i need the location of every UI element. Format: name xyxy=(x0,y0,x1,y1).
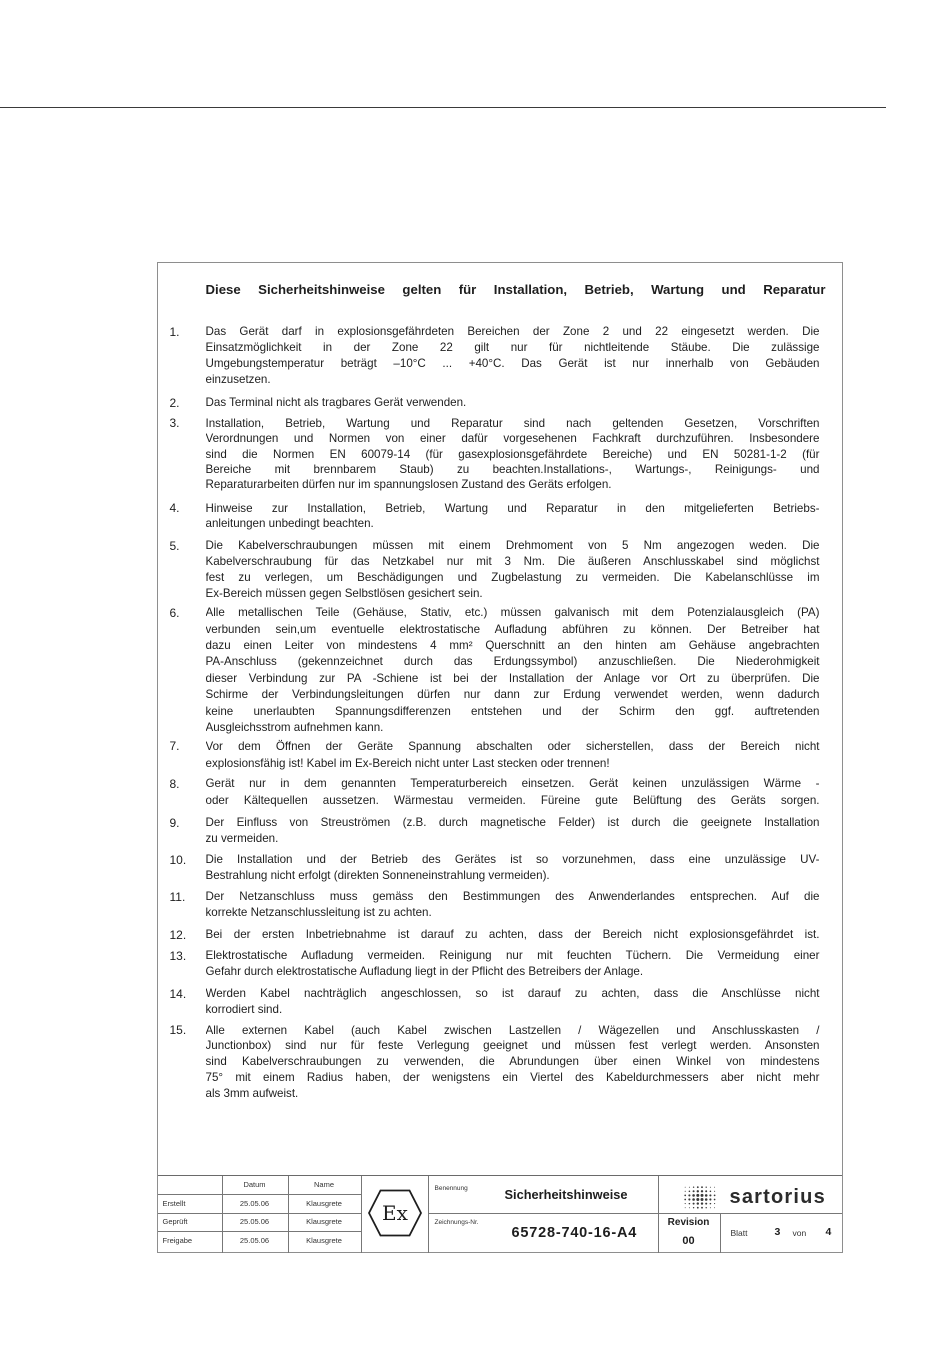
created-date: 25.05.06 xyxy=(239,1198,270,1208)
text-line: oder Kältequellen aussetzen. Wärmestau vermeiden. Füreine gute Belüftung des Geräts sorgen. xyxy=(205,793,820,807)
item-number: 12. xyxy=(169,927,187,942)
logo-dot xyxy=(700,1202,702,1204)
logo-dot xyxy=(688,1207,689,1208)
row-label-checked: Geprüft xyxy=(162,1216,188,1226)
text-line: Ex-Bereich müssen gegen Selbstlösen gesichert sein. xyxy=(205,586,483,600)
text-line: Schirme der Verbindungsleitungen dürfen nur dann zur Erdung verwendet werden, wenn dadurch xyxy=(205,688,820,702)
logo-dot xyxy=(684,1198,686,1200)
text-line: Gerät nur in dem genannten Temperaturbereich einsetzen. Gerät keinen unzulässigen Wärme - xyxy=(205,777,820,791)
text-line: Kabelverschraubung für das Netzkabel nur mit 3 Nm. Die äußeren Anschlusskabel sind möglichst xyxy=(205,554,820,568)
text-line: Bereiche mit brennbarem Staub) zu beachten.Installations-, Wartungs-, Reinigungs- und xyxy=(205,462,820,476)
item-number: 8. xyxy=(169,777,180,792)
text-line: korrodiert sind. xyxy=(205,1002,283,1016)
text-line: Werden Kabel nachträglich angeschlossen, so ist darauf zu achten, dass die Anschlüsse nicht xyxy=(205,986,820,1000)
text-line: Einsatzmöglichkeit in der Zone 22 gilt nur für nichtleitende Stäube. Die zulässige xyxy=(205,340,820,354)
logo-dot xyxy=(709,1202,711,1204)
item-number: 6. xyxy=(169,606,180,621)
text-line: Die Installation und der Betrieb des Gerätes ist so vorzunehmen, dass eine unzulässige UV- xyxy=(205,852,820,866)
item-text xyxy=(206,852,820,884)
logo-dot xyxy=(701,1186,703,1188)
logo-dot xyxy=(696,1202,698,1204)
logo-dot xyxy=(704,1198,707,1201)
logo-dot xyxy=(692,1198,695,1201)
row-label-created: Erstellt xyxy=(162,1198,186,1208)
sheet-label: Blatt xyxy=(730,1227,748,1238)
logo-dot xyxy=(692,1194,695,1197)
text-line: Bei der ersten Inbetriebnahme ist darauf zu achten, dass der Bereich nicht explosionsgefährdet ist. xyxy=(205,927,820,941)
text-line: anleitungen unbedingt beachten. xyxy=(205,517,374,530)
designation-label: Benennung xyxy=(434,1184,468,1192)
text-line: Alle externen Kabel (auch Kabel zwischen Lastzellen / Wägezellen und Anschlusskasten / xyxy=(205,1023,820,1037)
item-number: 15. xyxy=(169,1022,187,1037)
text-line: Hinweise zur Installation, Betrieb, Wartung und Reparatur in den mitgelieferten Betriebs- xyxy=(205,502,820,515)
logo-dot xyxy=(696,1190,698,1192)
logo-dot xyxy=(692,1186,693,1187)
title-block xyxy=(158,1175,842,1254)
row-label-release: Freigabe xyxy=(162,1235,193,1245)
table-rule xyxy=(428,1176,429,1254)
item-text xyxy=(206,927,820,943)
text-line: dazu einen Leiter von mindestens 4 mm² Querschnitt an den hinten am Gehäuse angebrachten xyxy=(205,639,820,653)
logo-dot xyxy=(700,1193,703,1196)
drawing-number-value: 65728-740-16-A4 xyxy=(511,1224,638,1241)
item-number: 13. xyxy=(169,948,187,963)
text-line: keine unerlaubten Spannungsdifferenzen entstehen und der Schirm den ggf. auftretenden xyxy=(205,704,820,718)
logo-dot xyxy=(684,1190,685,1191)
text-line: Umgebungstemperatur beträgt –10°C ... +40°C. Das Gerät ist nur innerhalb von Gebäuden xyxy=(205,356,820,370)
text-line: Installation, Betrieb, Wartung und Reparatur sind nach geltenden Gesetzen, Vorschriften xyxy=(205,416,820,430)
sheet-total: 4 xyxy=(825,1225,832,1238)
table-rule xyxy=(428,1213,843,1214)
logo-dot xyxy=(688,1198,690,1200)
item-number: 9. xyxy=(169,815,180,830)
release-name: Klausgrete xyxy=(306,1235,342,1245)
logo-dot xyxy=(714,1203,715,1204)
logo-dot xyxy=(713,1194,715,1196)
checked-name: Klausgrete xyxy=(306,1216,342,1226)
item-text xyxy=(206,395,820,411)
sheet-number: 3 xyxy=(774,1225,781,1238)
text-line: Das Terminal nicht als tragbares Gerät verwenden. xyxy=(205,395,467,409)
logo-dot xyxy=(700,1198,703,1201)
item-text xyxy=(206,501,820,531)
designation-value: Sicherheitshinweise xyxy=(504,1186,628,1202)
item-number: 3. xyxy=(169,415,180,430)
text-line: Der Netzanschluss muss gemäss den Bestimmungen des Anwenderlandes entsprechen. Auf die xyxy=(205,889,820,903)
logo-dot xyxy=(692,1207,693,1208)
text-line: Verordnungen und Normen von einer dafür vorgesehenen Fachkraft durchzuführen. Insbesondere xyxy=(205,432,820,446)
logo-dot xyxy=(684,1194,686,1196)
item-number: 4. xyxy=(169,501,180,515)
text-line: 75° mit einem Radius haben, der wenigstens ein Viertel des Kabeldurchmessers aber nicht mehr xyxy=(205,1070,820,1084)
logo-dot xyxy=(709,1190,711,1192)
revision-value: 00 xyxy=(682,1234,695,1247)
logo-dot xyxy=(696,1198,699,1201)
logo-dot xyxy=(696,1186,698,1188)
text-line: Alle metallischen Teile (Gehäuse, Stativ, etc.) müssen galvanisch mit dem Potenzialausgleich (PA) xyxy=(205,606,820,620)
logo-dot xyxy=(684,1207,685,1208)
logo-dot xyxy=(688,1202,690,1204)
item-text xyxy=(206,416,820,493)
logo-dot xyxy=(701,1206,703,1208)
safety-notice-sheet xyxy=(157,262,843,1253)
revision-label: Revision xyxy=(667,1216,710,1228)
table-rule xyxy=(158,1194,361,1195)
item-text xyxy=(206,889,820,921)
logo-dot xyxy=(714,1207,715,1208)
item-number: 10. xyxy=(169,852,187,867)
logo-dot xyxy=(705,1186,706,1187)
item-text xyxy=(206,538,820,602)
table-rule xyxy=(158,1213,361,1214)
table-rule xyxy=(158,1231,361,1232)
text-line: explosionsfähig ist! Kabel im Ex-Bereich nicht unter Last stecken oder trennen! xyxy=(205,757,610,770)
logo-dot xyxy=(696,1206,698,1208)
text-line: korrekte Netzanschlussleitung ist zu achten. xyxy=(205,905,432,919)
sheet-title: Diese Sicherheitshinweise gelten für Installation, Betrieb, Wartung und Reparatur xyxy=(205,281,826,297)
release-date: 25.05.06 xyxy=(239,1235,270,1245)
ex-mark: Ex xyxy=(381,1200,408,1225)
text-line: sind die Normen EN 60079-14 (für gasexplosionsgefährdete Bereiche) und EN 50281-1-2 (für xyxy=(205,447,820,461)
logo-dot xyxy=(684,1203,685,1204)
text-line: Junctionbox) sind nur für feste Verlegung geeignet und müssen fest verlegt werden. Ansonsten xyxy=(205,1039,820,1053)
logo-dot xyxy=(684,1186,685,1187)
text-line: Der Einfluss von Streuströmen (z.B. durch magnetische Felder) ist durch die geeignete Installation xyxy=(205,815,820,829)
table-rule xyxy=(361,1176,362,1254)
header-rule xyxy=(0,107,886,108)
created-name: Klausgrete xyxy=(306,1198,342,1208)
checked-date: 25.05.06 xyxy=(239,1216,270,1226)
item-text xyxy=(206,986,820,1018)
logo-dot xyxy=(696,1193,699,1196)
column-header-date: Datum xyxy=(243,1179,266,1189)
logo-dot xyxy=(704,1194,707,1197)
logo-dot xyxy=(688,1194,690,1196)
text-line: als 3mm aufweist. xyxy=(205,1086,299,1100)
text-line: Vor dem Öffnen der Geräte Spannung abschalten oder sicherstellen, dass der Bereich nicht xyxy=(205,740,820,753)
text-line: Gefahr durch elektrostatische Aufladung liegt in der Pflicht des Betreibers der Anlage. xyxy=(205,964,644,978)
column-header-name: Name xyxy=(313,1179,334,1189)
table-rule xyxy=(720,1213,721,1254)
item-text xyxy=(206,948,820,980)
item-text xyxy=(206,776,820,809)
logo-dot xyxy=(688,1190,690,1192)
logo-dot xyxy=(688,1186,689,1187)
item-number: 2. xyxy=(169,395,180,410)
logo-dot xyxy=(713,1198,715,1200)
text-line: Ausgleichsstrom aufnehmen kann. xyxy=(205,721,384,735)
text-line: Die Kabelverschraubungen müssen mit einem Drehmoment von 5 Nm angezogen weden. Die xyxy=(205,538,820,552)
text-line: Elektrostatische Aufladung vermeiden. Reinigung nur mit feuchten Tüchern. Die Vermeidung einer xyxy=(205,948,820,962)
logo-dot xyxy=(692,1190,694,1192)
item-text xyxy=(206,605,820,736)
item-number: 5. xyxy=(169,538,180,553)
item-text xyxy=(206,815,820,847)
text-line: dieser Verbindung zur PA -Schiene ist bei der Installation der Anlage vor Ort zu überprüfen. Die xyxy=(205,671,820,685)
item-number: 11. xyxy=(169,889,186,904)
logo-dot xyxy=(709,1198,711,1200)
text-line: verbunden sein,um eventuelle elektrostatische Aufladung abführen zu können. Der Betreiber hat xyxy=(205,622,820,636)
text-line: zu vermeiden. xyxy=(205,831,279,845)
text-line: Reparaturarbeiten dürfen nur im spannungslosen Zustand des Geräts erfolgen. xyxy=(205,478,612,492)
text-line: PA-Anschluss (gekennzeichnet durch das Erdungssymbol) anzuschließen. Die Niederohmigkeit xyxy=(205,655,820,669)
text-line: Das Gerät darf in explosionsgefährdeten Bereichen der Zone 2 und 22 eingesetzt werden. Die xyxy=(205,324,820,338)
item-text xyxy=(206,738,820,772)
sartorius-logo-text: sartorius xyxy=(729,1185,826,1208)
text-line: fest zu verlegen, um Beschädigungen und Zugbelastung zu vermeiden. Die Kabelanschlüsse im xyxy=(205,570,820,584)
logo-dot xyxy=(705,1202,707,1204)
sartorius-dot-grid-icon xyxy=(683,1185,717,1210)
logo-dot xyxy=(714,1186,715,1187)
drawing-number-label: Zeichnungs-Nr. xyxy=(434,1218,479,1226)
text-line: einzusetzen. xyxy=(205,372,271,386)
item-number: 1. xyxy=(169,324,180,339)
logo-dot xyxy=(709,1186,710,1187)
logo-dot xyxy=(714,1190,715,1191)
item-text xyxy=(206,324,820,388)
ex-hexagon-icon xyxy=(368,1189,422,1237)
text-line: sind Kabelverschraubungen zu verwenden, die Abrundungen über einen Winkel von mindestens xyxy=(205,1055,820,1069)
item-number: 14. xyxy=(169,986,187,1001)
logo-dot xyxy=(700,1190,702,1192)
logo-dot xyxy=(705,1190,707,1192)
item-text xyxy=(206,1023,820,1102)
logo-dot xyxy=(709,1194,711,1196)
text-line: Bestrahlung nicht erfolgt (direkten Sonneneinstrahlung vermeiden). xyxy=(205,868,550,882)
logo-dot xyxy=(709,1207,710,1208)
sheet-of-label: von xyxy=(792,1227,807,1238)
logo-dot xyxy=(705,1207,706,1208)
logo-dot xyxy=(692,1202,694,1204)
item-number: 7. xyxy=(169,739,180,753)
